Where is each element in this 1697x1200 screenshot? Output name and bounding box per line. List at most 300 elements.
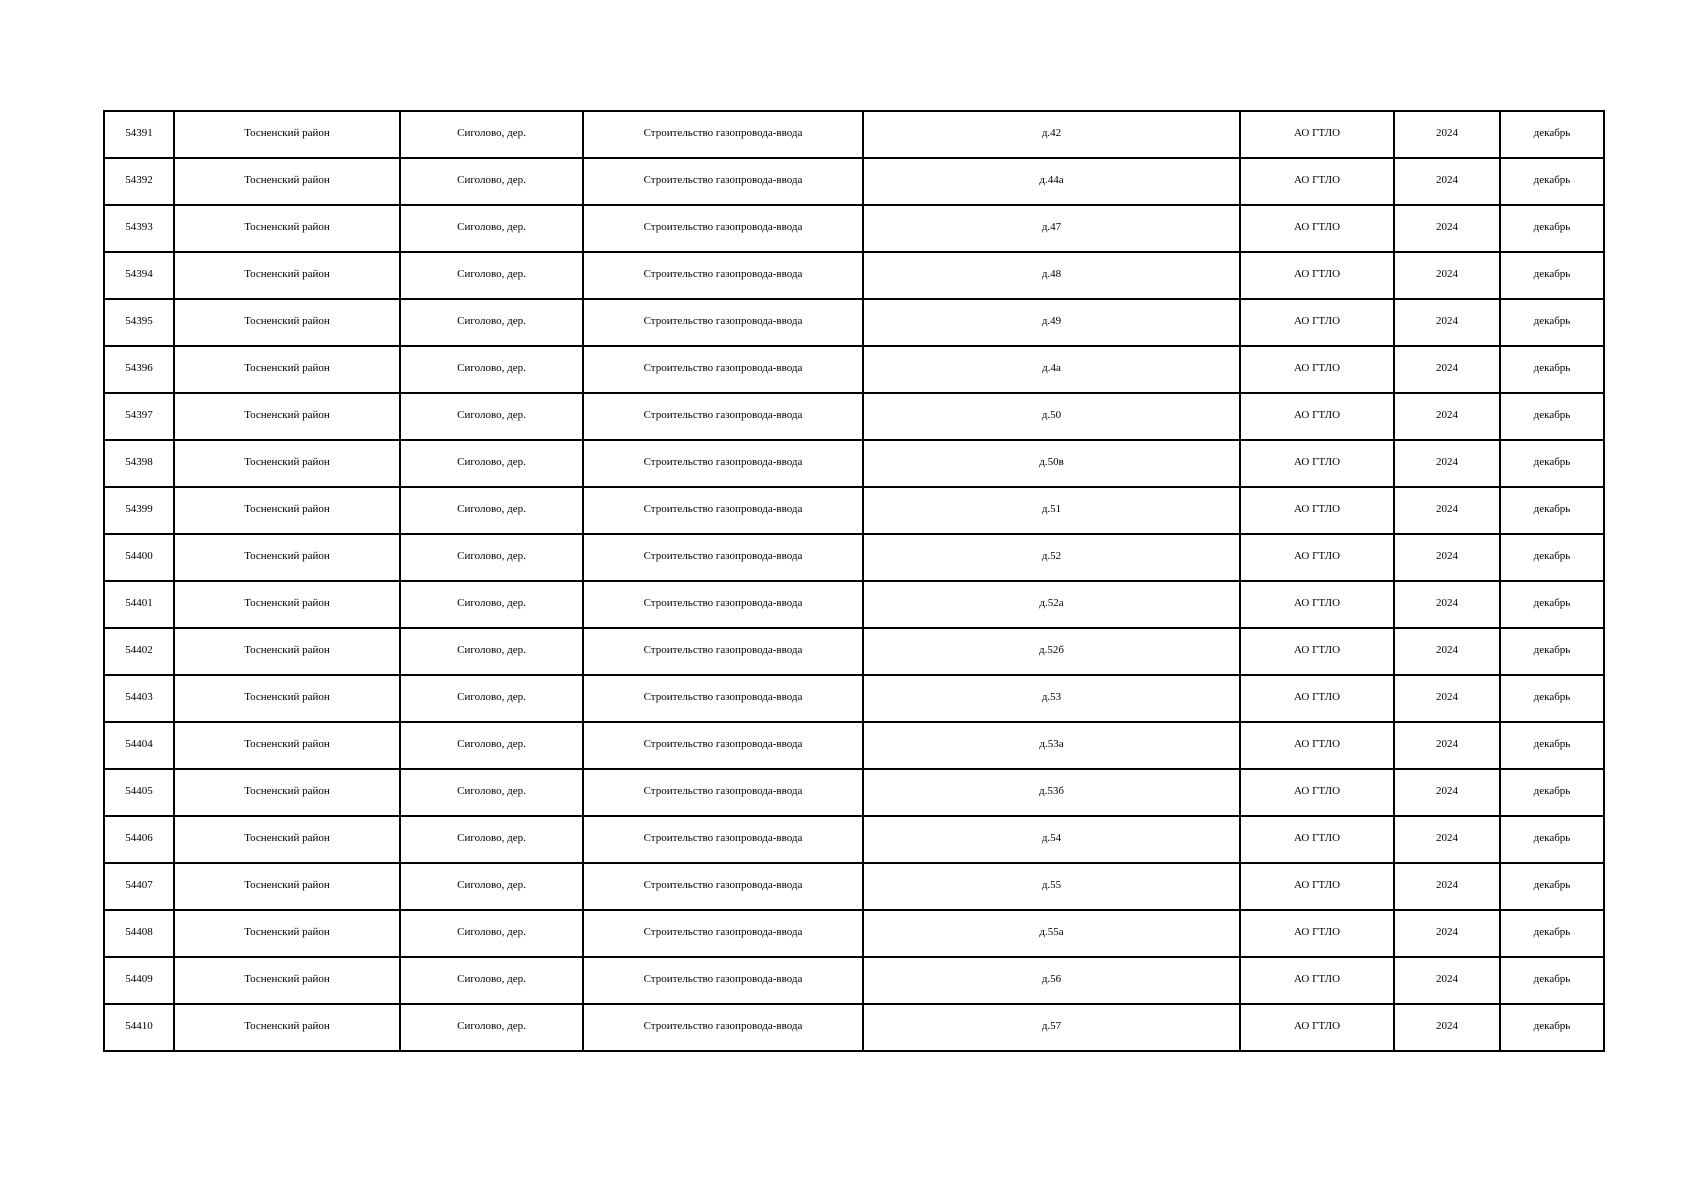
house-number-cell: [863, 628, 1240, 675]
month-text: декабрь: [1533, 926, 1571, 938]
settlement-cell: [400, 299, 583, 346]
table-row: [104, 957, 1604, 1004]
contractor-text: АО ГТЛО: [1293, 597, 1341, 609]
house-number-text: д.55а: [1039, 926, 1064, 938]
settlement-text: Сиголово, дер.: [457, 785, 526, 797]
house-number-text: д.47: [1041, 221, 1062, 233]
month-cell: [1500, 628, 1604, 675]
record-number-text: 54404: [125, 738, 153, 750]
month-text: декабрь: [1533, 1020, 1571, 1032]
work-type-text: Строительство газопровода-ввода: [643, 597, 803, 609]
contractor-text: АО ГТЛО: [1293, 503, 1341, 515]
house-number-cell: [863, 1004, 1240, 1051]
year-text: 2024: [1436, 785, 1458, 797]
district-cell: [174, 816, 400, 863]
record-number-cell: [104, 299, 174, 346]
year-cell: [1394, 628, 1500, 675]
district-cell: [174, 440, 400, 487]
work-type-text: Строительство газопровода-ввода: [643, 409, 803, 421]
work-type-text: Строительство газопровода-ввода: [643, 503, 803, 515]
work-type-cell: [583, 299, 863, 346]
work-type-cell: [583, 346, 863, 393]
month-cell: [1500, 393, 1604, 440]
district-text: Тосненский район: [244, 362, 330, 374]
month-cell: [1500, 816, 1604, 863]
record-number-text: 54391: [125, 127, 153, 139]
month-cell: [1500, 205, 1604, 252]
settlement-cell: [400, 769, 583, 816]
month-cell: [1500, 957, 1604, 1004]
work-type-cell: [583, 252, 863, 299]
year-text: 2024: [1436, 644, 1458, 656]
house-number-text: д.53б: [1039, 785, 1064, 797]
house-number-cell: [863, 816, 1240, 863]
settlement-text: Сиголово, дер.: [457, 644, 526, 656]
year-cell: [1394, 1004, 1500, 1051]
month-text: декабрь: [1533, 879, 1571, 891]
work-type-text: Строительство газопровода-ввода: [643, 644, 803, 656]
month-text: декабрь: [1533, 456, 1571, 468]
table-row: [104, 393, 1604, 440]
table-row: [104, 1004, 1604, 1051]
settlement-cell: [400, 863, 583, 910]
contractor-cell: [1240, 252, 1394, 299]
record-number-cell: [104, 722, 174, 769]
work-type-text: Строительство газопровода-ввода: [643, 550, 803, 562]
work-type-cell: [583, 863, 863, 910]
district-cell: [174, 675, 400, 722]
district-cell: [174, 1004, 400, 1051]
district-text: Тосненский район: [244, 503, 330, 515]
work-type-text: Строительство газопровода-ввода: [643, 738, 803, 750]
district-cell: [174, 957, 400, 1004]
month-text: декабрь: [1533, 832, 1571, 844]
contractor-cell: [1240, 957, 1394, 1004]
year-text: 2024: [1436, 127, 1458, 139]
contractor-cell: [1240, 581, 1394, 628]
record-number-cell: [104, 1004, 174, 1051]
contractor-text: АО ГТЛО: [1293, 644, 1341, 656]
district-cell: [174, 393, 400, 440]
district-text: Тосненский район: [244, 1020, 330, 1032]
district-text: Тосненский район: [244, 456, 330, 468]
record-number-text: 54407: [125, 879, 153, 891]
settlement-cell: [400, 816, 583, 863]
district-text: Тосненский район: [244, 738, 330, 750]
table-row: [104, 111, 1604, 158]
house-number-text: д.51: [1041, 503, 1062, 515]
house-number-cell: [863, 111, 1240, 158]
month-cell: [1500, 1004, 1604, 1051]
month-cell: [1500, 346, 1604, 393]
settlement-cell: [400, 111, 583, 158]
house-number-text: д.44а: [1039, 174, 1064, 186]
settlement-cell: [400, 910, 583, 957]
house-number-cell: [863, 346, 1240, 393]
year-cell: [1394, 158, 1500, 205]
house-number-cell: [863, 299, 1240, 346]
contractor-cell: [1240, 910, 1394, 957]
contractor-cell: [1240, 534, 1394, 581]
record-number-cell: [104, 111, 174, 158]
month-text: декабрь: [1533, 174, 1571, 186]
house-number-text: д.54: [1041, 832, 1062, 844]
contractor-cell: [1240, 393, 1394, 440]
table-row: [104, 581, 1604, 628]
settlement-cell: [400, 487, 583, 534]
district-cell: [174, 487, 400, 534]
month-text: декабрь: [1533, 503, 1571, 515]
house-number-cell: [863, 252, 1240, 299]
work-type-cell: [583, 769, 863, 816]
settlement-cell: [400, 675, 583, 722]
contractor-cell: [1240, 769, 1394, 816]
settlement-text: Сиголово, дер.: [457, 973, 526, 985]
contractor-cell: [1240, 346, 1394, 393]
table-row: [104, 346, 1604, 393]
month-cell: [1500, 675, 1604, 722]
record-number-text: 54397: [125, 409, 153, 421]
district-cell: [174, 910, 400, 957]
district-text: Тосненский район: [244, 785, 330, 797]
year-cell: [1394, 863, 1500, 910]
record-number-text: 54403: [125, 691, 153, 703]
house-number-cell: [863, 675, 1240, 722]
month-cell: [1500, 534, 1604, 581]
year-text: 2024: [1436, 1020, 1458, 1032]
district-text: Тосненский район: [244, 127, 330, 139]
table-row: [104, 534, 1604, 581]
record-number-text: 54396: [125, 362, 153, 374]
district-text: Тосненский район: [244, 832, 330, 844]
district-cell: [174, 863, 400, 910]
settlement-cell: [400, 205, 583, 252]
house-number-cell: [863, 205, 1240, 252]
settlement-cell: [400, 158, 583, 205]
settlement-cell: [400, 581, 583, 628]
house-number-text: д.52б: [1039, 644, 1064, 656]
year-text: 2024: [1436, 362, 1458, 374]
district-cell: [174, 252, 400, 299]
year-cell: [1394, 769, 1500, 816]
table-row: [104, 722, 1604, 769]
year-cell: [1394, 581, 1500, 628]
settlement-cell: [400, 1004, 583, 1051]
work-type-cell: [583, 534, 863, 581]
district-cell: [174, 581, 400, 628]
district-cell: [174, 534, 400, 581]
contractor-text: АО ГТЛО: [1293, 738, 1341, 750]
month-cell: [1500, 487, 1604, 534]
year-cell: [1394, 252, 1500, 299]
year-cell: [1394, 816, 1500, 863]
work-type-cell: [583, 816, 863, 863]
table-row: [104, 487, 1604, 534]
work-type-text: Строительство газопровода-ввода: [643, 973, 803, 985]
house-number-cell: [863, 722, 1240, 769]
contractor-text: АО ГТЛО: [1293, 1020, 1341, 1032]
record-number-cell: [104, 440, 174, 487]
settlement-text: Сиголово, дер.: [457, 691, 526, 703]
record-number-text: 54395: [125, 315, 153, 327]
work-type-cell: [583, 957, 863, 1004]
settlement-text: Сиголово, дер.: [457, 550, 526, 562]
record-number-text: 54401: [125, 597, 153, 609]
record-number-cell: [104, 675, 174, 722]
work-type-cell: [583, 111, 863, 158]
work-type-text: Строительство газопровода-ввода: [643, 926, 803, 938]
month-text: декабрь: [1533, 268, 1571, 280]
table-row: [104, 205, 1604, 252]
record-number-text: 54394: [125, 268, 153, 280]
contractor-cell: [1240, 628, 1394, 675]
year-text: 2024: [1436, 268, 1458, 280]
year-text: 2024: [1436, 738, 1458, 750]
house-number-text: д.53: [1041, 691, 1062, 703]
record-number-text: 54398: [125, 456, 153, 468]
record-number-cell: [104, 910, 174, 957]
record-number-cell: [104, 628, 174, 675]
district-text: Тосненский район: [244, 174, 330, 186]
table-row: [104, 816, 1604, 863]
district-text: Тосненский район: [244, 315, 330, 327]
district-cell: [174, 628, 400, 675]
year-cell: [1394, 722, 1500, 769]
record-number-cell: [104, 393, 174, 440]
contractor-cell: [1240, 440, 1394, 487]
house-number-cell: [863, 534, 1240, 581]
year-text: 2024: [1436, 691, 1458, 703]
table-row: [104, 863, 1604, 910]
record-number-text: 54393: [125, 221, 153, 233]
record-number-text: 54408: [125, 926, 153, 938]
house-number-cell: [863, 158, 1240, 205]
month-text: декабрь: [1533, 738, 1571, 750]
district-cell: [174, 722, 400, 769]
month-text: декабрь: [1533, 973, 1571, 985]
year-text: 2024: [1436, 926, 1458, 938]
work-type-text: Строительство газопровода-ввода: [643, 268, 803, 280]
record-number-cell: [104, 346, 174, 393]
work-type-text: Строительство газопровода-ввода: [643, 456, 803, 468]
year-cell: [1394, 440, 1500, 487]
contractor-cell: [1240, 863, 1394, 910]
month-text: декабрь: [1533, 127, 1571, 139]
work-type-cell: [583, 158, 863, 205]
work-type-cell: [583, 205, 863, 252]
house-number-cell: [863, 393, 1240, 440]
contractor-text: АО ГТЛО: [1293, 550, 1341, 562]
district-text: Тосненский район: [244, 409, 330, 421]
contractor-text: АО ГТЛО: [1293, 362, 1341, 374]
year-text: 2024: [1436, 879, 1458, 891]
table-row: [104, 440, 1604, 487]
year-cell: [1394, 487, 1500, 534]
work-type-cell: [583, 628, 863, 675]
district-cell: [174, 158, 400, 205]
year-text: 2024: [1436, 832, 1458, 844]
table-row: [104, 252, 1604, 299]
district-cell: [174, 346, 400, 393]
year-text: 2024: [1436, 315, 1458, 327]
year-text: 2024: [1436, 973, 1458, 985]
record-number-cell: [104, 158, 174, 205]
work-type-cell: [583, 487, 863, 534]
contractor-text: АО ГТЛО: [1293, 456, 1341, 468]
record-number-cell: [104, 816, 174, 863]
year-cell: [1394, 205, 1500, 252]
month-cell: [1500, 440, 1604, 487]
settlement-text: Сиголово, дер.: [457, 879, 526, 891]
contractor-cell: [1240, 487, 1394, 534]
work-type-cell: [583, 393, 863, 440]
year-cell: [1394, 534, 1500, 581]
month-cell: [1500, 581, 1604, 628]
month-text: декабрь: [1533, 409, 1571, 421]
contractor-text: АО ГТЛО: [1293, 973, 1341, 985]
settlement-cell: [400, 957, 583, 1004]
settlement-cell: [400, 722, 583, 769]
contractor-text: АО ГТЛО: [1293, 315, 1341, 327]
contractor-cell: [1240, 299, 1394, 346]
record-number-cell: [104, 205, 174, 252]
year-cell: [1394, 910, 1500, 957]
district-text: Тосненский район: [244, 221, 330, 233]
table-row: [104, 299, 1604, 346]
district-cell: [174, 205, 400, 252]
contractor-cell: [1240, 158, 1394, 205]
district-cell: [174, 769, 400, 816]
table-body: [104, 111, 1604, 1051]
settlement-text: Сиголово, дер.: [457, 926, 526, 938]
month-text: декабрь: [1533, 691, 1571, 703]
record-number-cell: [104, 534, 174, 581]
month-cell: [1500, 111, 1604, 158]
month-text: декабрь: [1533, 362, 1571, 374]
record-number-text: 54406: [125, 832, 153, 844]
record-number-cell: [104, 769, 174, 816]
work-type-cell: [583, 722, 863, 769]
year-text: 2024: [1436, 409, 1458, 421]
district-cell: [174, 111, 400, 158]
table-row: [104, 628, 1604, 675]
record-number-text: 54405: [125, 785, 153, 797]
year-text: 2024: [1436, 221, 1458, 233]
settlement-text: Сиголово, дер.: [457, 268, 526, 280]
house-number-text: д.48: [1041, 268, 1062, 280]
district-text: Тосненский район: [244, 550, 330, 562]
contractor-cell: [1240, 111, 1394, 158]
settlement-text: Сиголово, дер.: [457, 456, 526, 468]
district-text: Тосненский район: [244, 691, 330, 703]
house-number-cell: [863, 487, 1240, 534]
work-type-text: Строительство газопровода-ввода: [643, 127, 803, 139]
table-row: [104, 158, 1604, 205]
work-type-text: Строительство газопровода-ввода: [643, 174, 803, 186]
contractor-text: АО ГТЛО: [1293, 691, 1341, 703]
record-number-cell: [104, 252, 174, 299]
district-text: Тосненский район: [244, 644, 330, 656]
work-type-text: Строительство газопровода-ввода: [643, 785, 803, 797]
settlement-text: Сиголово, дер.: [457, 362, 526, 374]
house-number-cell: [863, 581, 1240, 628]
house-number-text: д.56: [1041, 973, 1062, 985]
contractor-cell: [1240, 816, 1394, 863]
work-type-cell: [583, 910, 863, 957]
settlement-text: Сиголово, дер.: [457, 503, 526, 515]
work-type-text: Строительство газопровода-ввода: [643, 221, 803, 233]
month-text: декабрь: [1533, 550, 1571, 562]
house-number-text: д.52: [1041, 550, 1062, 562]
work-type-text: Строительство газопровода-ввода: [643, 1020, 803, 1032]
settlement-text: Сиголово, дер.: [457, 738, 526, 750]
month-cell: [1500, 299, 1604, 346]
contractor-cell: [1240, 722, 1394, 769]
record-number-cell: [104, 581, 174, 628]
settlement-text: Сиголово, дер.: [457, 1020, 526, 1032]
table-row: [104, 910, 1604, 957]
works-schedule-table: [103, 110, 1605, 1052]
district-text: Тосненский район: [244, 268, 330, 280]
work-type-cell: [583, 440, 863, 487]
record-number-text: 54392: [125, 174, 153, 186]
house-number-text: д.42: [1041, 127, 1062, 139]
work-type-cell: [583, 1004, 863, 1051]
year-cell: [1394, 675, 1500, 722]
settlement-text: Сиголово, дер.: [457, 315, 526, 327]
contractor-cell: [1240, 1004, 1394, 1051]
work-type-cell: [583, 675, 863, 722]
house-number-text: д.57: [1041, 1020, 1062, 1032]
house-number-text: д.4а: [1042, 362, 1061, 374]
settlement-cell: [400, 440, 583, 487]
record-number-text: 54409: [125, 973, 153, 985]
house-number-cell: [863, 769, 1240, 816]
month-cell: [1500, 252, 1604, 299]
work-type-text: Строительство газопровода-ввода: [643, 879, 803, 891]
house-number-text: д.55: [1041, 879, 1062, 891]
district-text: Тосненский район: [244, 926, 330, 938]
house-number-cell: [863, 957, 1240, 1004]
work-type-text: Строительство газопровода-ввода: [643, 315, 803, 327]
record-number-cell: [104, 863, 174, 910]
district-cell: [174, 299, 400, 346]
district-text: Тосненский район: [244, 879, 330, 891]
record-number-text: 54410: [125, 1020, 153, 1032]
record-number-cell: [104, 487, 174, 534]
house-number-text: д.52а: [1039, 597, 1064, 609]
record-number-cell: [104, 957, 174, 1004]
settlement-cell: [400, 252, 583, 299]
settlement-cell: [400, 346, 583, 393]
work-type-text: Строительство газопровода-ввода: [643, 832, 803, 844]
contractor-cell: [1240, 205, 1394, 252]
house-number-cell: [863, 440, 1240, 487]
year-cell: [1394, 299, 1500, 346]
contractor-text: АО ГТЛО: [1293, 174, 1341, 186]
settlement-text: Сиголово, дер.: [457, 127, 526, 139]
house-number-cell: [863, 910, 1240, 957]
house-number-text: д.49: [1041, 315, 1062, 327]
contractor-text: АО ГТЛО: [1293, 268, 1341, 280]
contractor-cell: [1240, 675, 1394, 722]
month-cell: [1500, 722, 1604, 769]
settlement-text: Сиголово, дер.: [457, 221, 526, 233]
settlement-text: Сиголово, дер.: [457, 597, 526, 609]
month-text: декабрь: [1533, 221, 1571, 233]
document-page: [103, 110, 1605, 1052]
work-type-cell: [583, 581, 863, 628]
